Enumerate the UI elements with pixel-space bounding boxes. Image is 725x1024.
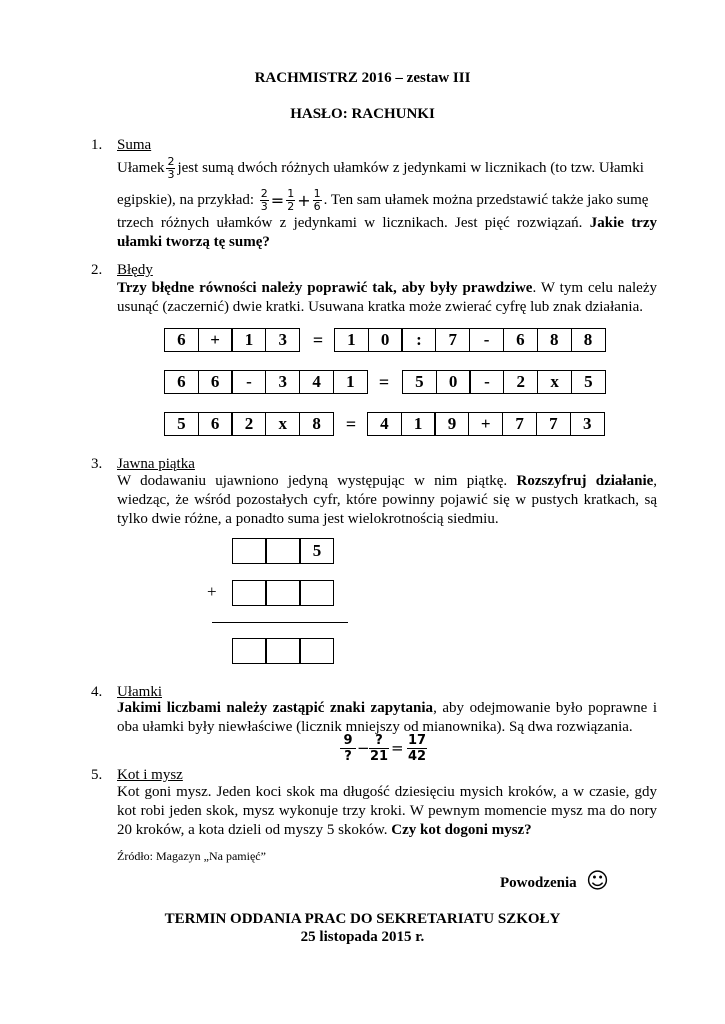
addition-box[interactable] — [300, 638, 334, 664]
equation-row-1-left — [165, 328, 300, 352]
grid-cell[interactable]: 7 — [536, 412, 571, 436]
task4-number: 4. — [91, 684, 103, 700]
task5-body: Kot goni mysz. Jeden koci skok ma długość dziesięciu mysich kroków, a w czasie, gdy kot robi jeden skok, mysz wykonuje trzy kroki. W pewnym momencie mysz ma do nory 20 kroków, a kota dzieli od myszy 5 skoków. Czy kot dogoni mysz? — [117, 784, 657, 838]
deadline-line-1: TERMIN ODDANIA PRAC DO SEKRETARIATU SZKOŁY — [164, 911, 561, 927]
grid-cell[interactable]: 3 — [265, 328, 300, 352]
equation-row-2-left — [165, 370, 368, 394]
grid-cell[interactable]: - — [231, 370, 266, 394]
grid-cell[interactable]: : — [401, 328, 436, 352]
equation-row-2-equals: = — [378, 372, 390, 392]
task1-body: Ułamek $\frac{2}{3}$ jest sumą dwóch różnych ułamków z jedynkami w licznikach (to tzw. Ułamki egipskie), na przykład: $\frac{2}{3}$ = $\frac{1}{2}$ + $\frac{1}{6}$ . Ten sam ułamek można przedstawić także jako sumę trzech różnych ułamków z jedynkami w licznikach. Jest pięć rozwiązań. Jakie trzy ułamki tworzą tę sumę? — [117, 154, 658, 250]
equation-row-3-left — [165, 412, 334, 436]
grid-cell[interactable]: 9 — [434, 412, 469, 436]
task4-title: Ułamki — [117, 684, 162, 700]
task5-title: Kot i mysz — [117, 767, 183, 783]
grid-cell[interactable]: x — [537, 370, 572, 394]
grid-cell[interactable]: 1 — [334, 328, 369, 352]
task2-title: Błędy — [117, 262, 153, 278]
fraction-9-over-q: 9 ? — [340, 733, 356, 764]
task2-body: Trzy błędne równości należy poprawić tak, aby były prawdziwe. W tym celu należy usunąć (zaczernić) dwie kratki. Usuwana kratka może zwierać cyfrę lub znak działania. — [117, 280, 657, 315]
grid-cell[interactable]: 4 — [299, 370, 334, 394]
grid-cell[interactable]: 6 — [198, 412, 233, 436]
addition-box[interactable] — [232, 638, 266, 664]
addition-box[interactable] — [232, 538, 266, 564]
task3-body: W dodawaniu ujawniono jedyną występując w nim piątkę. Rozszyfruj działanie, wiedząc, że wśród pozostałych cyfr, które powinny pojawić się w pustych kratkach, są tylko dwie różne, a ponadto suma jest wielokrotnością siedmiu. — [117, 473, 658, 527]
fraction-17-over-42: 17 42 — [407, 733, 427, 764]
grid-cell[interactable]: 0 — [436, 370, 471, 394]
task2-number: 2. — [91, 262, 103, 278]
page-title: RACHMISTRZ 2016 – zestaw III — [254, 70, 471, 86]
addition-box[interactable] — [266, 538, 300, 564]
grid-cell[interactable]: 1 — [333, 370, 368, 394]
grid-cell[interactable]: 2 — [231, 412, 266, 436]
grid-cell[interactable]: 5 — [164, 412, 199, 436]
grid-cell[interactable]: 8 — [571, 328, 606, 352]
grid-cell[interactable]: 8 — [537, 328, 572, 352]
sum-line — [212, 622, 348, 623]
grid-cell[interactable]: 6 — [503, 328, 538, 352]
grid-cell[interactable]: x — [265, 412, 300, 436]
grid-cell[interactable]: 3 — [265, 370, 300, 394]
grid-cell[interactable]: 7 — [502, 412, 537, 436]
grid-cell[interactable]: - — [469, 328, 504, 352]
equation-row-3-right — [368, 412, 605, 436]
task1-number: 1. — [91, 137, 103, 153]
grid-cell[interactable]: + — [198, 328, 233, 352]
grid-cell[interactable]: 3 — [570, 412, 605, 436]
minus-sign: − — [357, 739, 370, 757]
plus-sign: + — [207, 582, 217, 601]
source-note: Źródło: Magazyn „Na pamięć” — [117, 849, 266, 863]
grid-cell[interactable]: 0 — [368, 328, 403, 352]
addition-box[interactable] — [300, 580, 334, 606]
grid-cell[interactable]: 8 — [299, 412, 334, 436]
grid-cell[interactable]: 5 — [571, 370, 606, 394]
grid-cell[interactable]: - — [469, 370, 504, 394]
equation-row-3-equals: = — [345, 414, 357, 434]
task4-body: Jakimi liczbami należy zastąpić znaki zapytania, aby odejmowanie było poprawne i oba ułamki były niewłaściwe (licznik mniejszy od mianownika). Są dwa rozwiązania. — [117, 700, 657, 735]
grid-cell[interactable]: 6 — [164, 370, 199, 394]
grid-cell[interactable]: 5 — [402, 370, 437, 394]
addition-box[interactable] — [232, 580, 266, 606]
task1-title: Suma — [117, 137, 152, 153]
task5-number: 5. — [91, 767, 103, 783]
good-luck: Powodzenia — [500, 875, 577, 891]
addition-box[interactable] — [266, 638, 300, 664]
equation-row-1-right — [335, 328, 606, 352]
deadline-line-2: 25 listopada 2015 r. — [300, 929, 425, 945]
grid-cell[interactable]: 4 — [367, 412, 402, 436]
equals-sign: = — [391, 739, 404, 757]
grid-cell[interactable]: 1 — [401, 412, 436, 436]
password-line: HASŁO: RACHUNKI — [290, 106, 435, 122]
grid-cell[interactable]: + — [468, 412, 503, 436]
equation-row-1-equals: = — [312, 330, 324, 350]
fraction-two-thirds: $\frac{2}{3}$ — [167, 154, 175, 181]
fraction-q-over-21: ? 21 — [369, 733, 389, 764]
grid-cell[interactable]: 7 — [435, 328, 470, 352]
task3-title: Jawna piątka — [117, 456, 195, 472]
grid-cell[interactable]: 2 — [503, 370, 538, 394]
grid-cell[interactable]: 1 — [231, 328, 266, 352]
smiley-icon: ☺ — [586, 869, 609, 894]
grid-cell[interactable]: 6 — [198, 370, 233, 394]
grid-cell[interactable]: 6 — [164, 328, 199, 352]
task3-number: 3. — [91, 456, 103, 472]
addition-box[interactable]: 5 — [300, 538, 334, 564]
equation-row-2-right — [403, 370, 606, 394]
addition-box[interactable] — [266, 580, 300, 606]
